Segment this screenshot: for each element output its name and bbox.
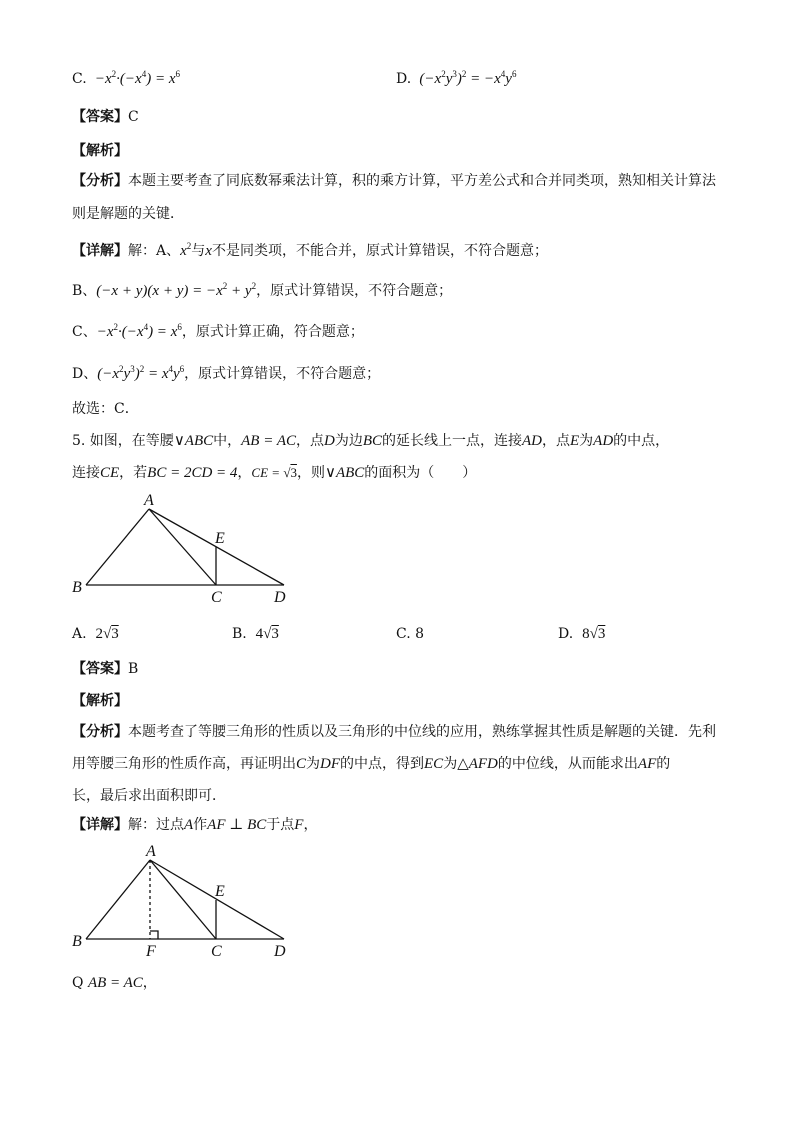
jiexi-4: 【解析】 bbox=[72, 143, 128, 159]
label-f-2: F bbox=[146, 943, 156, 960]
fenxi-4-a: 【分析】本题主要考查了同底数幂乘法计算，积的乘方计算，平方差公式和合并同类项，熟知相关计算法 bbox=[72, 173, 716, 189]
label-e: E bbox=[215, 530, 225, 547]
fenxi-5-a: 【分析】本题考查了等腰三角形的性质以及三角形的中位线的应用，熟练掌握其性质是解题的关键．先利 bbox=[72, 724, 716, 740]
jiexi-5: 【解析】 bbox=[72, 693, 128, 709]
label-d-2: D bbox=[274, 943, 286, 960]
segment-ab-2 bbox=[86, 860, 150, 939]
answer-5: 【答案】B bbox=[72, 661, 139, 677]
fenxi-4-b: 则是解题的关键． bbox=[72, 206, 184, 222]
xiangjie-4-a: 【详解】解：A、$x^2$与x不是同类项，不能合并，原式计算错误，不符合题意； bbox=[72, 241, 548, 259]
xiangjie-4-b: B、$(-x + y)(x + y) = -x^2 + y^2$，原式计算错误，不符合题意； bbox=[72, 281, 453, 299]
segment-ac bbox=[149, 509, 216, 585]
option-d-prev: D. $(-x^2y^3)^2 = -x^4y^6$ bbox=[396, 69, 517, 87]
label-c-2: C bbox=[211, 943, 222, 960]
segment-ab bbox=[86, 509, 149, 585]
question-5-line-2: 连接CE，若BC = 2CD = 4，CE = √3，则∨ABC的面积为（ ） bbox=[72, 465, 477, 481]
label-d: D bbox=[274, 589, 286, 606]
label-e-2: E bbox=[215, 883, 225, 900]
xiangjie-4-c: C、$-x^2\cdot(-x^4) = x^6$，原式计算正确，符合题意； bbox=[72, 322, 364, 340]
label-a-2: A bbox=[146, 843, 156, 860]
label-b-2: B bbox=[72, 933, 82, 950]
option-5-d: D. 8√3 bbox=[558, 626, 606, 642]
label-c: C bbox=[211, 589, 222, 606]
right-angle-mark bbox=[150, 931, 158, 939]
segment-ac-2 bbox=[150, 860, 216, 939]
option-c-formula: $-x^2\cdot(-x^4) = x^6$ bbox=[91, 69, 181, 87]
fenxi-5-b: 用等腰三角形的性质作高，再证明出C为DF的中点，得到EC为△AFD的中位线，从而能求出AF的 bbox=[72, 756, 671, 772]
option-c-prev: C. $-x^2\cdot(-x^4) = x^6$ bbox=[72, 69, 181, 87]
xiangjie-4-d: D、$(-x^2y^3)^2 = x^4y^6$，原式计算错误，不符合题意； bbox=[72, 364, 381, 382]
option-d-formula: $(-x^2y^3)^2 = -x^4y^6$ bbox=[415, 69, 517, 87]
fenxi-5-c: 长，最后求出面积即可． bbox=[72, 788, 226, 804]
label-b: B bbox=[72, 579, 82, 596]
question-5-line-1: 5. 如图，在等腰∨ABC中，AB = AC，点D为边BC的延长线上一点，连接AD，点E为AD的中点， bbox=[72, 433, 670, 449]
xiangjie-5-a: 【详解】解：过点A作AF ⊥ BC于点F， bbox=[72, 817, 318, 833]
answer-4: 【答案】C bbox=[72, 109, 139, 125]
option-5-c: C. 8 bbox=[396, 626, 425, 642]
label-a: A bbox=[144, 492, 154, 509]
triangle-figure-1 bbox=[66, 492, 306, 607]
triangle-figure-2 bbox=[66, 842, 306, 960]
option-5-b: B. 4√3 bbox=[232, 626, 279, 642]
guxuan-4: 故选：C． bbox=[72, 401, 139, 417]
xiangjie-5-b: Q AB = AC， bbox=[72, 975, 157, 991]
option-5-a: A. 2√3 bbox=[72, 626, 119, 642]
